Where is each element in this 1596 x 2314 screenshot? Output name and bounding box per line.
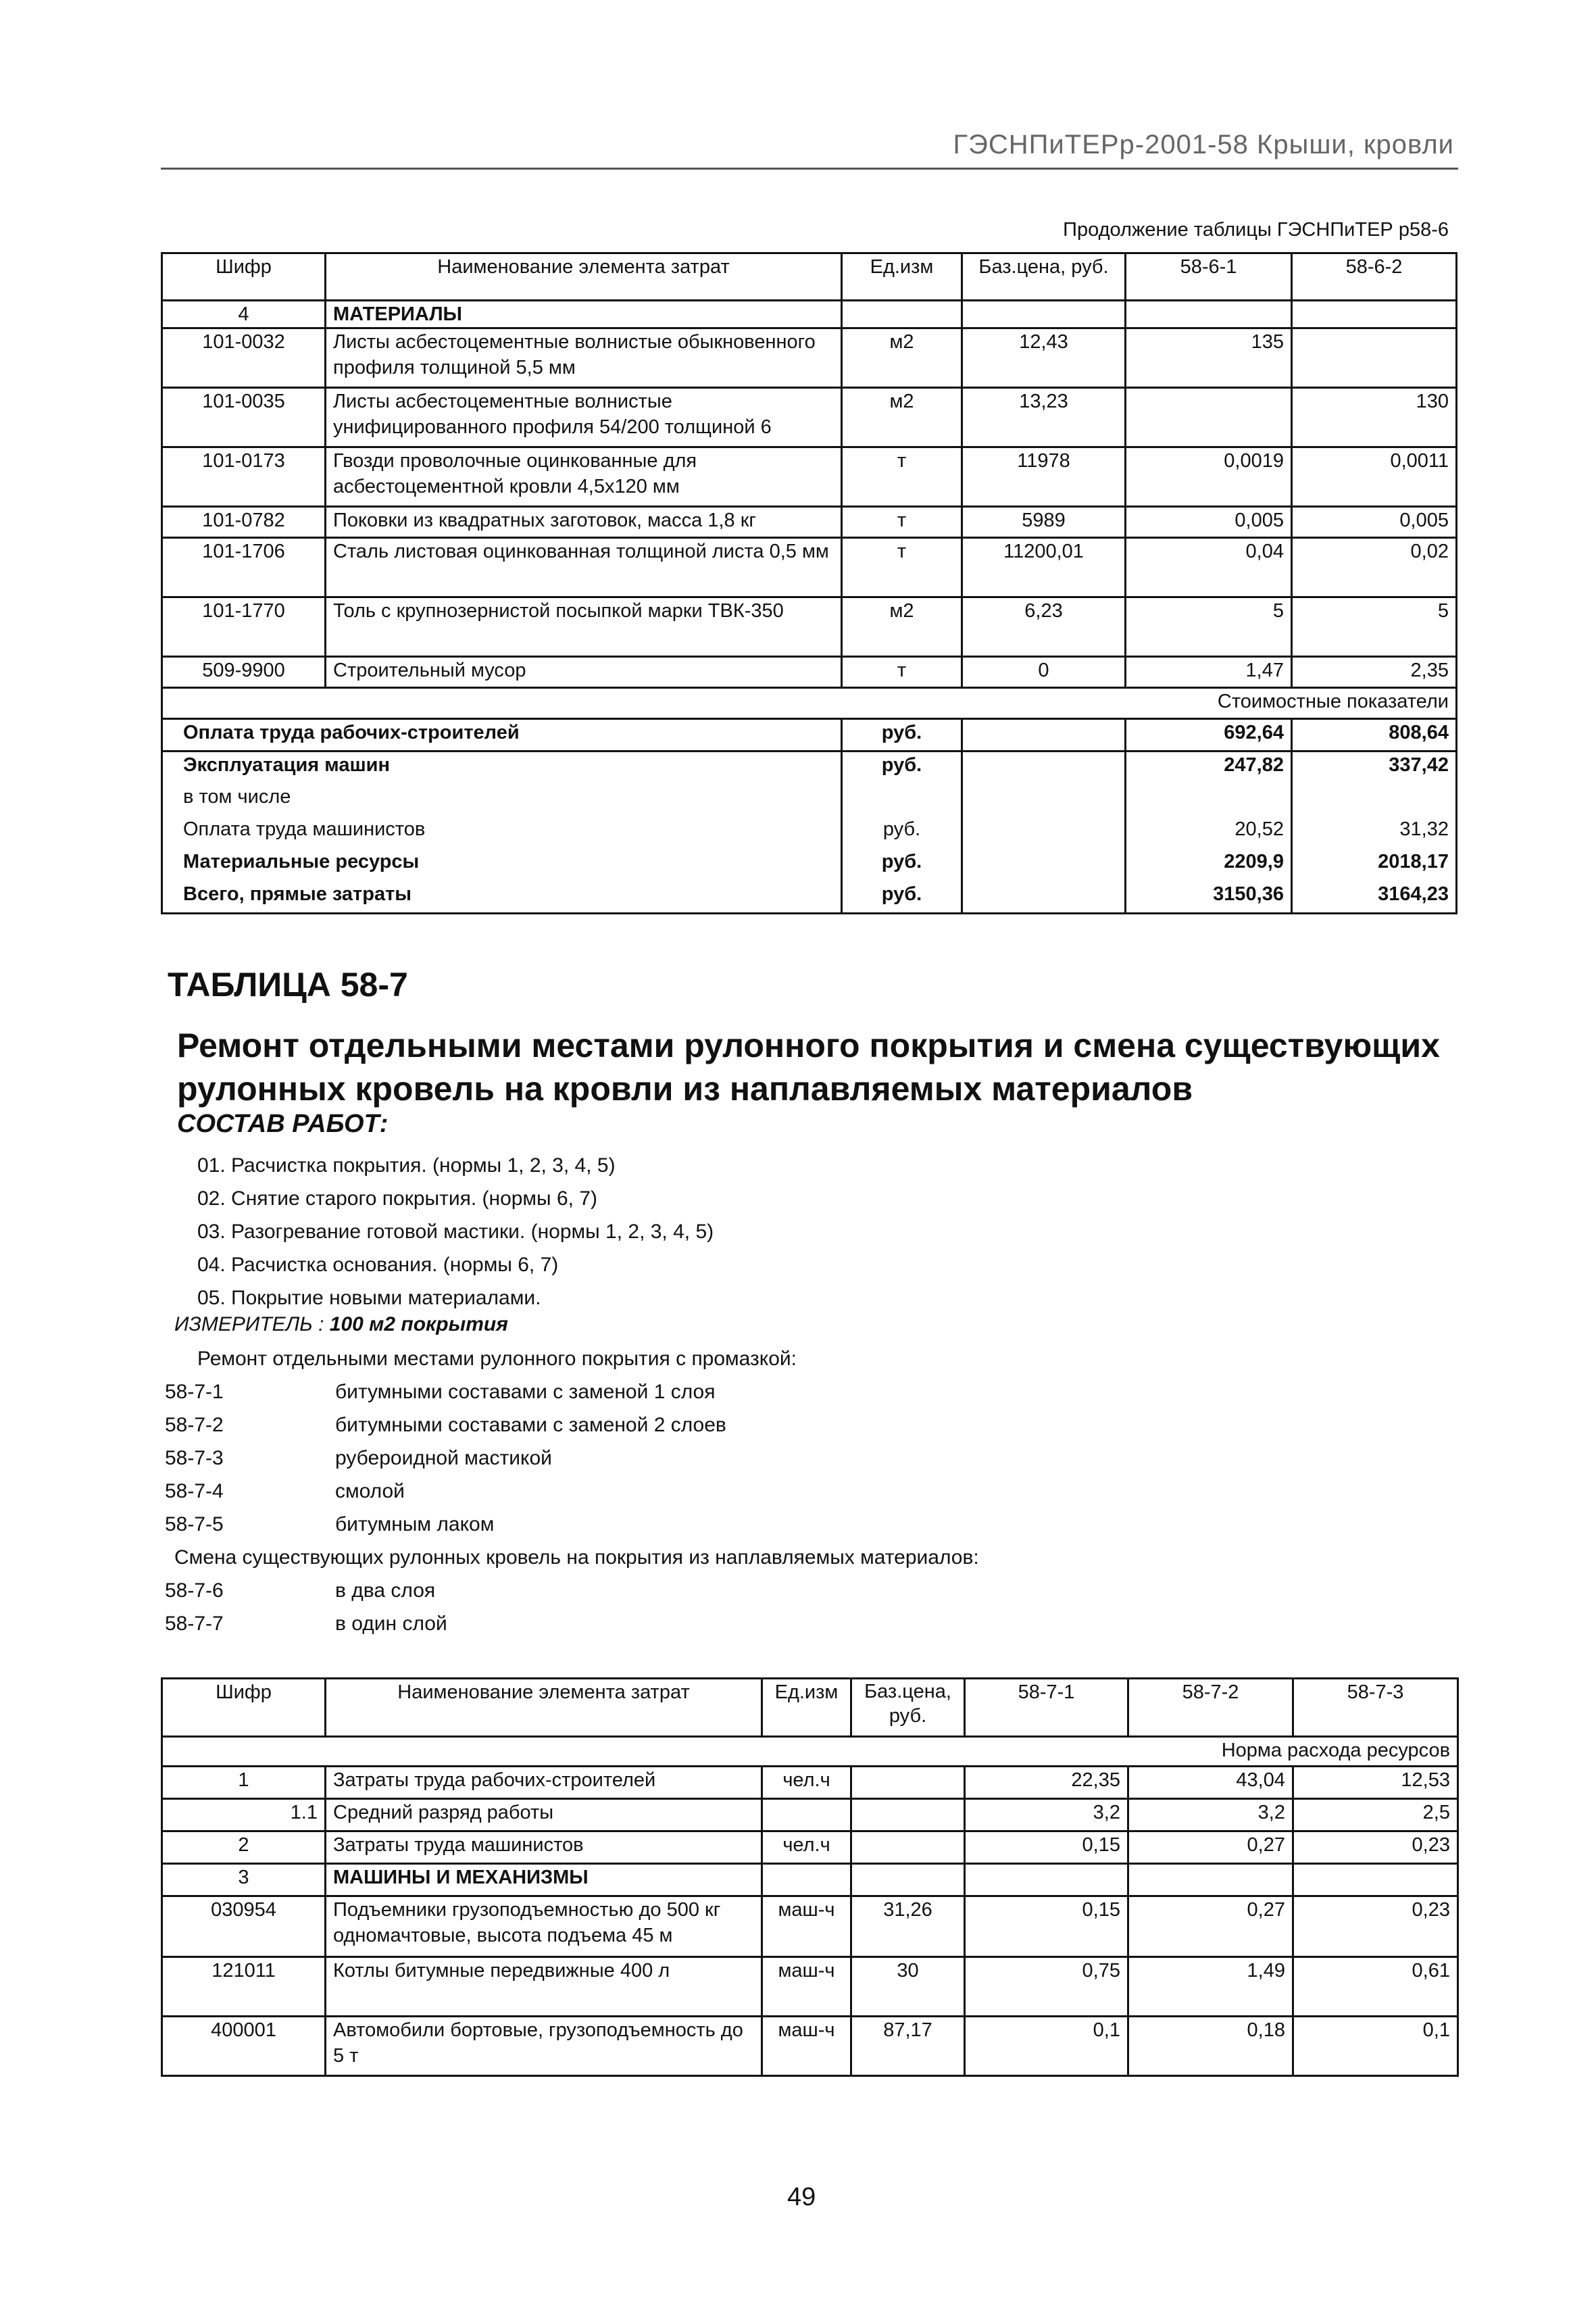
cell-name: МАШИНЫ И МЕХАНИЗМЫ [326,1864,762,1896]
cell-name: Затраты труда машинистов [326,1831,762,1864]
table-row [162,2017,1458,2076]
code-id: 58-7-1 [165,1381,224,1403]
cell-value: 0,18 [1128,2017,1293,2076]
table-row [162,657,1457,688]
work-item: 05. Покрытие новыми материалами. [197,1287,541,1309]
table-row [162,1767,1458,1799]
cost-name: в том числе [162,784,842,816]
cost-row [162,816,1457,849]
repair-paragraph: Ремонт отдельными местами рулонного покрытия с промазкой: [197,1348,797,1370]
cell-code: 030954 [162,1896,326,1957]
cell-price [962,301,1126,328]
cell-value: 0,23 [1293,1896,1458,1957]
cell-value: 130 [1292,388,1457,447]
cell-value: 5 [1126,597,1292,657]
cell-unit: т [842,447,962,507]
code-id: 58-7-3 [165,1447,224,1469]
cell-unit [762,1799,851,1831]
cell-code: 121011 [162,1957,326,2017]
cell-price: 11978 [962,447,1126,507]
cost-value: 337,42 [1292,752,1457,784]
code-item [165,1579,435,1602]
cell-unit: маш-ч [762,1957,851,2017]
col-header: Ед.изм [842,253,962,301]
cell-price [851,1831,965,1864]
cell-value: 2,35 [1292,657,1457,688]
cell-name: Сталь листовая оцинкованная толщиной листа 0,5 мм [326,538,842,597]
cost-name: Материальные ресурсы [162,849,842,881]
code-id: 58-7-7 [165,1613,224,1635]
cost-row [162,849,1457,881]
cell-name: Строительный мусор [326,657,842,688]
cost-name: Всего, прямые затраты [162,881,842,914]
table-row [162,328,1457,388]
cell-name: Листы асбестоцементные волнистые унифицированного профиля 54/200 толщиной 6 [326,388,842,447]
cell-price: 11200,01 [962,538,1126,597]
cell-value: 43,04 [1128,1767,1293,1799]
table-row [162,301,1457,328]
cell-name: Гвозди проволочные оцинкованные для асбестоцементной кровли 4,5х120 мм [326,447,842,507]
cell-unit: м2 [842,388,962,447]
code-desc: в два слоя [335,1579,436,1602]
cell-name: Затраты труда рабочих-строителей [326,1767,762,1799]
cell-value: 0,15 [965,1896,1128,1957]
table-row [162,388,1457,447]
cost-value: 20,52 [1126,816,1292,849]
cost-empty [962,784,1126,816]
cost-empty [962,881,1126,914]
col-header: Баз.цена, руб. [851,1679,965,1737]
norm-header: Норма расхода ресурсов [162,1737,1458,1767]
col-header: Шифр [162,253,326,301]
cost-empty [962,752,1126,784]
cell-value: 0,0019 [1126,447,1292,507]
cost-value: 3164,23 [1292,881,1457,914]
cell-value: 0,27 [1128,1831,1293,1864]
cell-code: 1 [162,1767,326,1799]
norm-header-row [162,1737,1458,1767]
cell-price: 87,17 [851,2017,965,2076]
cell-code: 101-0782 [162,507,326,538]
cell-unit: т [842,657,962,688]
cost-empty [962,816,1126,849]
cell-value [965,1864,1128,1896]
header-rule [161,168,1458,170]
col-header: 58-7-2 [1128,1679,1293,1737]
cost-unit: руб. [842,881,962,914]
cell-code: 3 [162,1864,326,1896]
cost-value: 3150,36 [1126,881,1292,914]
cost-row [162,719,1457,752]
cell-value [1292,328,1457,388]
cost-value: 2209,9 [1126,849,1292,881]
measure-label: ИЗМЕРИТЕЛЬ : [174,1313,324,1335]
cost-unit: руб. [842,849,962,881]
cost-unit: руб. [842,816,962,849]
cell-code: 101-0173 [162,447,326,507]
cost-empty [962,849,1126,881]
cell-code: 2 [162,1831,326,1864]
cell-value: 1,47 [1126,657,1292,688]
table-row [162,597,1457,657]
cell-name: Автомобили бортовые, грузоподъемность до 5 т [326,2017,762,2076]
table-58-7 [161,1677,1459,2077]
cell-value: 0,1 [1293,2017,1458,2076]
cell-value: 0,75 [965,1957,1128,2017]
cell-value: 2,5 [1293,1799,1458,1831]
cell-unit: м2 [842,328,962,388]
code-id: 58-7-2 [165,1414,224,1436]
code-desc: смолой [335,1480,405,1502]
col-header: 58-7-1 [965,1679,1128,1737]
cell-name: Котлы битумные передвижные 400 л [326,1957,762,2017]
work-item: 03. Разогревание готовой мастики. (нормы 1, 2, 3, 4, 5) [197,1221,714,1243]
cell-value: 3,2 [1128,1799,1293,1831]
cost-header-row [162,688,1457,719]
code-item [165,1513,494,1536]
cost-row [162,784,1457,816]
cell-name: Поковки из квадратных заготовок, масса 1,8 кг [326,507,842,538]
cost-value [1126,784,1292,816]
cell-unit [762,1864,851,1896]
col-header: Шифр [162,1679,326,1737]
work-list [197,1149,714,1314]
code-desc: битумными составами с заменой 1 слоя [335,1381,716,1403]
cost-row [162,752,1457,784]
cell-name: Толь с крупнозернистой посыпкой марки ТВК-350 [326,597,842,657]
cell-price: 0 [962,657,1126,688]
cell-code: 101-1770 [162,597,326,657]
table-row [162,1896,1458,1957]
cell-price: 31,26 [851,1896,965,1957]
cell-price: 12,43 [962,328,1126,388]
cell-code: 101-0032 [162,328,326,388]
cost-name: Оплата труда машинистов [162,816,842,849]
col-header: Ед.изм [762,1679,851,1737]
col-header: Наименование элемента затрат [326,1679,762,1737]
cell-unit: м2 [842,597,962,657]
cell-unit: чел.ч [762,1767,851,1799]
cell-value: 0,04 [1126,538,1292,597]
cell-value: 135 [1126,328,1292,388]
cost-value: 808,64 [1292,719,1457,752]
cell-price: 13,23 [962,388,1126,447]
cell-value [1292,301,1457,328]
cell-value: 1,49 [1128,1957,1293,2017]
col-header: Наименование элемента затрат [326,253,842,301]
code-desc: рубероидной мастикой [335,1447,552,1469]
cell-value [1293,1864,1458,1896]
col-header: 58-6-2 [1292,253,1457,301]
measure-value: 100 м2 покрытия [329,1313,508,1335]
col-header: 58-7-3 [1293,1679,1458,1737]
code-desc: в один слой [335,1613,447,1635]
cell-value [1126,388,1292,447]
table-header-row [162,253,1457,301]
table-row [162,507,1457,538]
code-item [165,1480,405,1503]
cell-value [1128,1864,1293,1896]
table-row [162,1957,1458,2017]
cost-value: 247,82 [1126,752,1292,784]
cell-price: 5989 [962,507,1126,538]
cell-unit: т [842,538,962,597]
cell-unit: маш-ч [762,1896,851,1957]
cell-value: 0,27 [1128,1896,1293,1957]
cell-value: 0,23 [1293,1831,1458,1864]
running-header: ГЭСНПиТЕРр-2001-58 Крыши, кровли [953,130,1454,159]
code-item [165,1381,716,1404]
col-header: Баз.цена, руб. [962,253,1126,301]
code-desc: битумными составами с заменой 2 слоев [335,1414,726,1436]
cell-value: 0,005 [1292,507,1457,538]
code-id: 58-7-4 [165,1480,224,1502]
section-subtitle: Ремонт отдельными местами рулонного покрытия и смена существующих рулонных кровель на кровли из наплавляемых материалов [177,1027,1440,1108]
work-item: 02. Снятие старого покрытия. (нормы 6, 7) [197,1187,597,1210]
cell-unit: чел.ч [762,1831,851,1864]
table-row [162,1799,1458,1831]
code-id: 58-7-6 [165,1579,224,1602]
cell-price [851,1864,965,1896]
cost-name: Оплата труда рабочих-строителей [162,719,842,752]
col-header: 58-6-1 [1126,253,1292,301]
code-item [165,1447,552,1470]
cost-value: 2018,17 [1292,849,1457,881]
cell-unit [842,301,962,328]
cell-unit: т [842,507,962,538]
cell-value: 0,005 [1126,507,1292,538]
cell-price: 30 [851,1957,965,2017]
code-item [165,1613,447,1635]
section-title: ТАБЛИЦА 58-7 [168,966,408,1004]
cell-code: 400001 [162,2017,326,2076]
cost-unit: руб. [842,752,962,784]
cell-code: 1.1 [162,1799,326,1831]
cell-code: 4 [162,301,326,328]
cell-name: Средний разряд работы [326,1799,762,1831]
table-row [162,1864,1458,1896]
cost-name: Эксплуатация машин [162,752,842,784]
table-continuation-caption: Продолжение таблицы ГЭСНПиТЕР р58-6 [1063,219,1449,241]
code-id: 58-7-5 [165,1513,224,1535]
code-item [165,1414,726,1437]
cell-price [851,1799,965,1831]
code-desc: битумным лаком [335,1513,495,1535]
table-header-row [162,1679,1458,1737]
cell-value [1126,301,1292,328]
cost-unit [842,784,962,816]
cell-name: Листы асбестоцементные волнистые обыкновенного профиля толщиной 5,5 мм [326,328,842,388]
cell-name: МАТЕРИАЛЫ [326,301,842,328]
cell-value: 22,35 [965,1767,1128,1799]
cell-value: 0,15 [965,1831,1128,1864]
table-row [162,1831,1458,1864]
cell-value: 0,02 [1292,538,1457,597]
cell-value: 5 [1292,597,1457,657]
cell-price: 6,23 [962,597,1126,657]
work-item: 04. Расчистка основания. (нормы 6, 7) [197,1254,559,1276]
cell-value: 0,61 [1293,1957,1458,2017]
cell-value: 0,1 [965,2017,1128,2076]
cell-price [851,1767,965,1799]
cell-value: 0,0011 [1292,447,1457,507]
measure-unit [174,1313,508,1336]
cell-value: 12,53 [1293,1767,1458,1799]
cell-code: 101-1706 [162,538,326,597]
cell-name: Подъемники грузоподъемностью до 500 кг одномачтовые, высота подъема 45 м [326,1896,762,1957]
work-item: 01. Расчистка покрытия. (нормы 1, 2, 3, 4, 5) [197,1154,616,1177]
cost-unit: руб. [842,719,962,752]
cell-unit: маш-ч [762,2017,851,2076]
cost-value [1292,784,1457,816]
table-row [162,538,1457,597]
page-number: 49 [787,2183,816,2211]
cost-row [162,881,1457,914]
table-58-6 [161,252,1457,914]
cell-code: 509-9900 [162,657,326,688]
table-row [162,447,1457,507]
cost-empty [962,719,1126,752]
cell-value: 3,2 [965,1799,1128,1831]
replace-paragraph: Смена существующих рулонных кровель на покрытия из наплавляемых материалов: [174,1546,979,1569]
cost-value: 692,64 [1126,719,1292,752]
cost-header: Стоимостные показатели [162,688,1457,719]
work-composition-label: СОСТАВ РАБОТ: [177,1110,389,1138]
cell-code: 101-0035 [162,388,326,447]
cost-value: 31,32 [1292,816,1457,849]
